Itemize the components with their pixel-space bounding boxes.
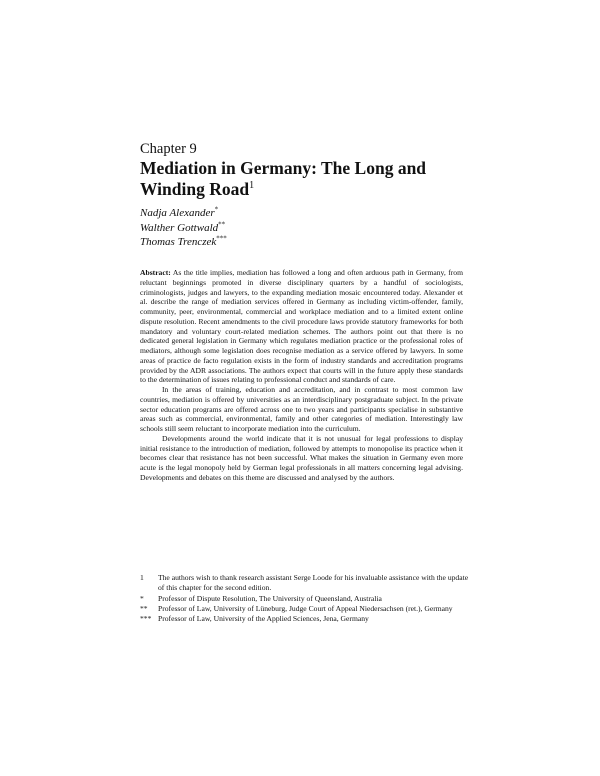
abstract (140, 268, 463, 483)
footnote-marker: *** (140, 614, 152, 624)
footnote (140, 594, 470, 604)
footnotes (140, 573, 470, 624)
abstract-text: As the title implies, mediation has followed a long and often arduous path in Germany, from reluctant beginnings promoted in diverse disciplinary quarters by a handful of sociologists, criminologists, judges and lawyers, to the expanding mediation mosaic encountered today. Alexander et al. describe the range of mediation services offered in Germany as including victim-offender, family, community, peer, environmental, commercial and workplace mediation and to a limited extent online dispute resolution. Recent amendments to the civil procedure laws provide statutory frameworks for both mandatory and voluntary court-related mediation schemes. The authors point out that there is no dedicated general legislation in Germany which regulates mediation practice or the professional roles of mediators, although some legislation does recognise mediation as a service offered by lawyers. In some areas of practice de facto regulation exists in the form of industry standards and accreditation programs provided by the ADR associations. The authors expect that courts will in the future apply these standards to the determination of issues relating to professional conduct and standards of care. (140, 268, 464, 385)
abstract-paragraph: Developments around the world indicate that it is not unusual for legal professions to display initial resistance to the introduction of mediation, followed by attempts to monopolise its practice when it becomes clear that resistance has not been successful. What makes the situation in Germany even more acute is the legal monopoly held by German legal professionals in all matters concerning legal advising. Developments and debates on this theme are discussed and analysed by the authors. (140, 433, 463, 482)
footnote-text: Professor of Law, University of the Applied Sciences, Jena, Germany (158, 614, 369, 624)
author-name: Thomas Trenczek (140, 236, 217, 248)
footnote (140, 614, 470, 624)
footnote-text: Professor of Dispute Resolution, The University of Queensland, Australia (158, 593, 382, 603)
footnote-text: The authors wish to thank research assistant Serge Loode for his invaluable assistance with the update of this chapter for the second edition. (158, 573, 469, 593)
abstract-paragraph: In the areas of training, education and accreditation, and in contrast to most common law countries, mediation is offered by universities as an interdisciplinary postgraduate subject. In the private sector education programs are offered across one to two years and participants specialise in substantive areas such as commercial, environmental, family and other categories of mediation. Interestingly law schools still seem reluctant to incorporate mediation into the curriculum. (140, 385, 463, 433)
footnote-marker: ** (140, 603, 148, 613)
footnote-marker: 1 (140, 573, 144, 582)
abstract-label: Abstract: (140, 268, 171, 277)
chapter-label: Chapter 9 (140, 141, 197, 157)
author-affiliation-mark: * (214, 205, 219, 214)
title-footnote-ref[interactable]: 1 (249, 180, 255, 192)
footnote (140, 573, 470, 594)
footnote-marker: * (140, 593, 144, 603)
footnote (140, 604, 470, 614)
footnote-text: Professor of Law, University of Lüneburg, Judge Court of Appeal Niedersachsen (ret.), Germany (158, 603, 453, 613)
author (140, 206, 227, 221)
author-affiliation-mark: *** (216, 234, 227, 243)
abstract-paragraph (140, 268, 463, 385)
author-name: Walther Gottwald (140, 221, 219, 234)
chapter-title (140, 158, 470, 200)
author-name: Nadja Alexander (140, 207, 215, 219)
author (140, 235, 227, 250)
author-list (140, 206, 227, 250)
author (140, 221, 227, 236)
author-affiliation-mark: ** (218, 219, 226, 228)
chapter-title-text: Mediation in Germany: The Long and Winding Road (140, 158, 427, 199)
